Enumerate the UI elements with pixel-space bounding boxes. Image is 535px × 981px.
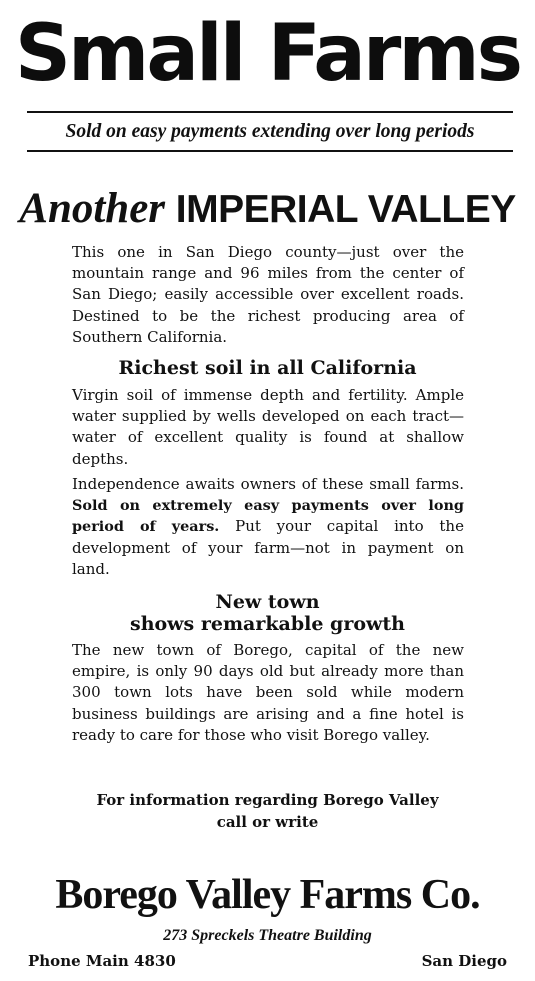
soil-subhead: Richest soil in all California [118, 357, 417, 379]
headline: Small Farms [14, 9, 521, 99]
info-block [40, 789, 495, 833]
town-subhead-line2: shows remarkable growth [130, 613, 405, 635]
independence-bold: Sold on extremely easy payments over long period of years. [72, 497, 464, 536]
company-address: 273 Spreckels Theatre Building [163, 927, 372, 944]
section-title [0, 183, 535, 236]
company-city: San Diego [421, 952, 507, 970]
top-rule [27, 111, 513, 113]
town-subhead-line1: New town [215, 591, 320, 613]
company-phone: Phone Main 4830 [28, 952, 176, 970]
soil-paragraph: Virgin soil of immense depth and fertility. Ample water supplied by wells developed on each tract—water of excellent quality is found at shallow depths. [72, 386, 464, 468]
title-main: IMPERIAL VALLEY [175, 188, 516, 231]
title-prefix: Another [19, 185, 166, 232]
company-name: Borego Valley Farms Co. [55, 872, 480, 918]
independence-paragraph [72, 474, 464, 580]
tagline: Sold on easy payments extending over long periods [65, 121, 475, 142]
independence-end: Put your capital into the development of your farm—not in payment on land. [72, 517, 464, 578]
independence-start: Independence awaits owners of these small farms. [72, 475, 464, 493]
info-line1: For information regarding Borego Valley [96, 791, 439, 809]
town-subhead [40, 591, 495, 635]
info-line2: call or write [216, 813, 319, 831]
bottom-rule [27, 150, 513, 152]
intro-paragraph: This one in San Diego county—just over the mountain range and 96 miles from the center of San Diego; easily accessible over excellent roads. Destined to be the richest producing area of Southern California. [72, 243, 464, 346]
town-paragraph: The new town of Borego, capital of the new empire, is only 90 days old but already more than 300 town lots have been sold while modern business buildings are arising and a fine hotel is ready to care for those who visit Borego valley. [72, 641, 464, 744]
